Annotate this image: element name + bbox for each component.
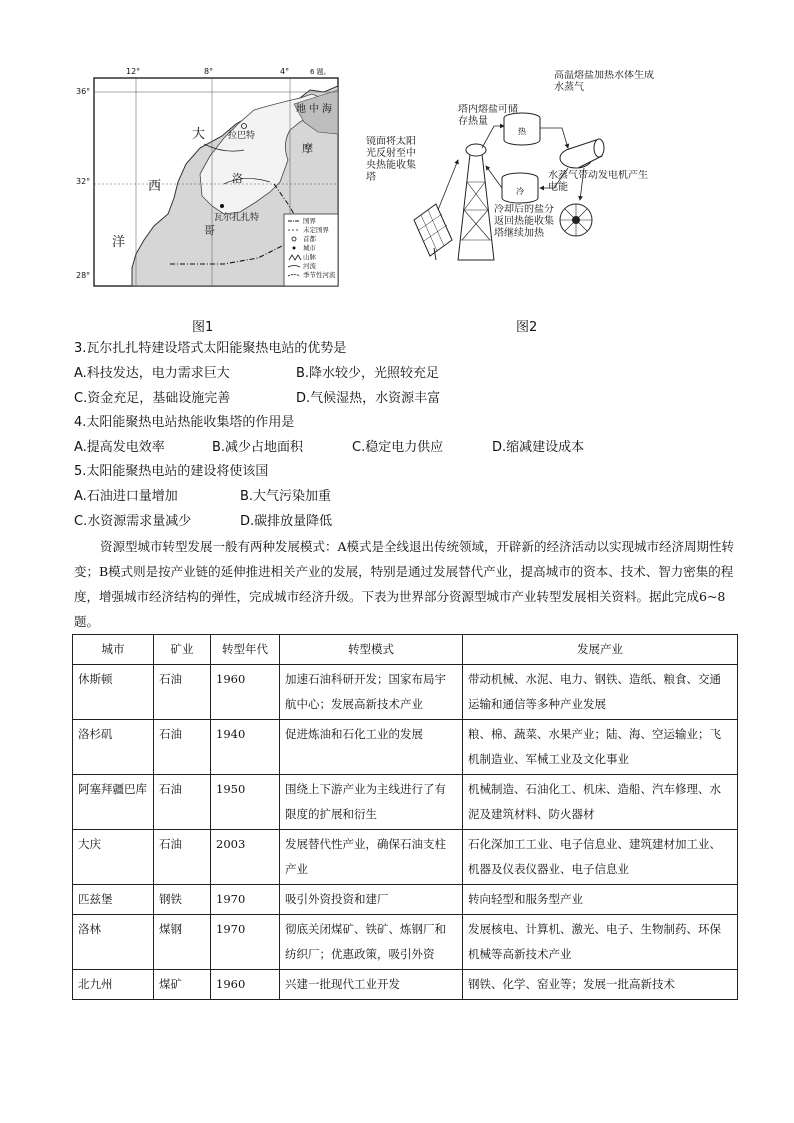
q4-option-d[interactable]: D.缩减建设成本 — [492, 440, 585, 455]
table-row — [73, 665, 738, 720]
passage-paragraph: 资源型城市转型发展一般有两种发展模式：A模式是全线退出传统领域，开辟新的经济活动以实现城市经济周期性转变；B模式则是按产业链的延伸推进相关产业的发展，特别是通过发展替代产业，提高城市的资本、技术、智力密集的程度，增强城市经济结构的弹性，完成城市经济升级。下表为世界部分资源型城市产业转型发展相关资料。据此完成6~8题。 — [74, 539, 735, 629]
cell-city: 北九州 — [73, 970, 154, 1000]
cell-mining: 石油 — [154, 720, 211, 775]
cell-industry: 发展核电、计算机、激光、电子、生物制药、环保机械等高新技术产业 — [463, 915, 738, 970]
cell-industry: 带动机械、水泥、电力、钢铁、造纸、粮食、交通运输和通信等多种产业发展 — [463, 665, 738, 720]
collector-tower-icon — [458, 144, 494, 260]
q3-option-a[interactable]: A.科技发达，电力需求巨大 — [74, 366, 230, 381]
question-4-stem: 4.太阳能聚热电站热能收集塔的作用是 — [74, 415, 295, 430]
header-industry: 发展产业 — [463, 635, 738, 665]
cell-mode: 加速石油科研开发；国家布局宇航中心；发展高新技术产业 — [280, 665, 463, 720]
label-hot-salt: 高温熔盐加热水体生成水蒸气 — [554, 70, 654, 93]
cell-mining: 石油 — [154, 775, 211, 830]
lat-label-28: 28° — [76, 271, 91, 280]
label-generator: 水蒸气带动发电机产生电能 — [548, 170, 648, 193]
cell-mode: 吸引外资投资和建厂 — [280, 885, 463, 915]
legend-undefined-border: 未定国界 — [303, 226, 329, 234]
lat-label-32: 32° — [76, 177, 91, 186]
cell-industry: 钢铁、化学、窑业等；发展一批高新技术 — [463, 970, 738, 1000]
tank-hot-label: 热 — [518, 127, 526, 136]
table-header-row — [73, 635, 738, 665]
header-city: 城市 — [73, 635, 154, 665]
label-tower: 塔内熔盐可储存热量 — [458, 104, 518, 127]
cell-city: 匹兹堡 — [73, 885, 154, 915]
q3-option-b[interactable]: B.降水较少，光照较充足 — [296, 366, 440, 381]
cell-industry: 粮、棉、蔬菜、水果产业；陆、海、空运输业；飞机制造业、军械工业及文化事业 — [463, 720, 738, 775]
cold-tank-icon — [502, 173, 538, 203]
cell-mining: 煤矿 — [154, 970, 211, 1000]
cell-industry: 转向轻型和服务型产业 — [463, 885, 738, 915]
cell-mining: 石油 — [154, 830, 211, 885]
label-mirror: 镜面将太阳光反射至中央热能收集塔 — [366, 136, 416, 183]
cell-city: 休斯顿 — [73, 665, 154, 720]
label-ouarzazate: 瓦尔扎扎特 — [214, 213, 260, 223]
header-year: 转型年代 — [211, 635, 280, 665]
figure2-caption: 图2 — [516, 320, 538, 335]
question-3-stem: 3.瓦尔扎扎特建设塔式太阳能聚热电站的优势是 — [74, 341, 347, 356]
q3-option-c[interactable]: C.资金充足，基础设施完善 — [74, 391, 231, 406]
cell-city: 洛林 — [73, 915, 154, 970]
table-row — [73, 970, 738, 1000]
lon-label-8: 8° — [204, 67, 214, 76]
cell-city: 大庆 — [73, 830, 154, 885]
label-mo: 摩 — [302, 142, 313, 155]
q3-option-d[interactable]: D.气候湿热，水资源丰富 — [296, 391, 441, 406]
cell-year: 1950 — [211, 775, 280, 830]
legend-mountain: 山脉 — [303, 253, 316, 261]
cell-industry: 石化深加工工业、电子信息业、建筑建材加工业、机器及仪表仪器业、电子信息业 — [463, 830, 738, 885]
table-row — [73, 775, 738, 830]
label-cooled-salt: 冷却后的盐分返回热能收集塔继续加热 — [494, 204, 554, 239]
lon-label-12: 12° — [126, 67, 141, 76]
lat-label-36: 36° — [76, 87, 91, 96]
figure2-diagram — [366, 70, 666, 270]
cell-year: 1940 — [211, 720, 280, 775]
q4-option-c[interactable]: C.稳定电力供应 — [352, 440, 444, 455]
table-row — [73, 885, 738, 915]
q5-option-b[interactable]: B.大气污染加重 — [240, 489, 332, 504]
cell-year: 1960 — [211, 970, 280, 1000]
table-row — [73, 720, 738, 775]
legend-border: 国界 — [303, 217, 316, 225]
cell-mode: 围绕上下游产业为主线进行了有限度的扩展和衍生 — [280, 775, 463, 830]
label-xi: 西 — [148, 179, 162, 194]
label-hai: 海 — [322, 104, 332, 115]
q5-option-a[interactable]: A.石油进口量增加 — [74, 489, 178, 504]
cell-industry: 机械制造、石油化工、机床、造船、汽车修理、水泥及建筑材料、防火器材 — [463, 775, 738, 830]
cell-mode: 促进炼油和石化工业的发展 — [280, 720, 463, 775]
question-5-stem: 5.太阳能聚热电站的建设将使该国 — [74, 464, 269, 479]
figure1-caption: 图1 — [192, 320, 214, 335]
label-yang: 洋 — [112, 235, 126, 250]
cell-mode: 兴建一批现代工业开发 — [280, 970, 463, 1000]
cell-city: 阿塞拜疆巴库 — [73, 775, 154, 830]
legend-river: 河流 — [303, 262, 316, 270]
label-luo: 洛 — [232, 172, 243, 185]
figure1-map — [74, 64, 358, 302]
q5-option-d[interactable]: D.碳排放量降低 — [240, 514, 333, 529]
legend-city: 城市 — [303, 244, 316, 252]
cell-mining: 煤钢 — [154, 915, 211, 970]
tank-cold-label: 冷 — [516, 187, 524, 196]
cell-mining: 石油 — [154, 665, 211, 720]
lon-label-4: 4° — [280, 67, 290, 76]
q5-option-c[interactable]: C.水资源需求量减少 — [74, 514, 192, 529]
cell-year: 2003 — [211, 830, 280, 885]
cell-year: 1960 — [211, 665, 280, 720]
cell-mode: 彻底关闭煤矿、铁矿、炼钢厂和纺织厂；优惠政策，吸引外资 — [280, 915, 463, 970]
label-di: 地 — [296, 104, 306, 115]
cell-mode: 发展替代性产业，确保石油支柱产业 — [280, 830, 463, 885]
header-mining: 矿业 — [154, 635, 211, 665]
label-zhong: 中 — [309, 104, 319, 115]
header-mode: 转型模式 — [280, 635, 463, 665]
legend-capital: 首都 — [303, 235, 316, 243]
top-fragment: 6 题。 — [310, 68, 331, 76]
label-rabat: 拉巴特 — [228, 131, 256, 141]
cell-city: 洛杉矶 — [73, 720, 154, 775]
cell-year: 1970 — [211, 885, 280, 915]
cell-year: 1970 — [211, 915, 280, 970]
label-ge: 哥 — [204, 224, 215, 237]
legend-seasonal-river: 季节性河流 — [303, 271, 336, 279]
city-transition-table — [72, 634, 738, 1000]
q4-option-a[interactable]: A.提高发电效率 — [74, 440, 165, 455]
q4-option-b[interactable]: B.减少占地面积 — [212, 440, 304, 455]
label-da: 大 — [192, 127, 206, 142]
table-row — [73, 830, 738, 885]
cell-mining: 钢铁 — [154, 885, 211, 915]
table-row — [73, 915, 738, 970]
